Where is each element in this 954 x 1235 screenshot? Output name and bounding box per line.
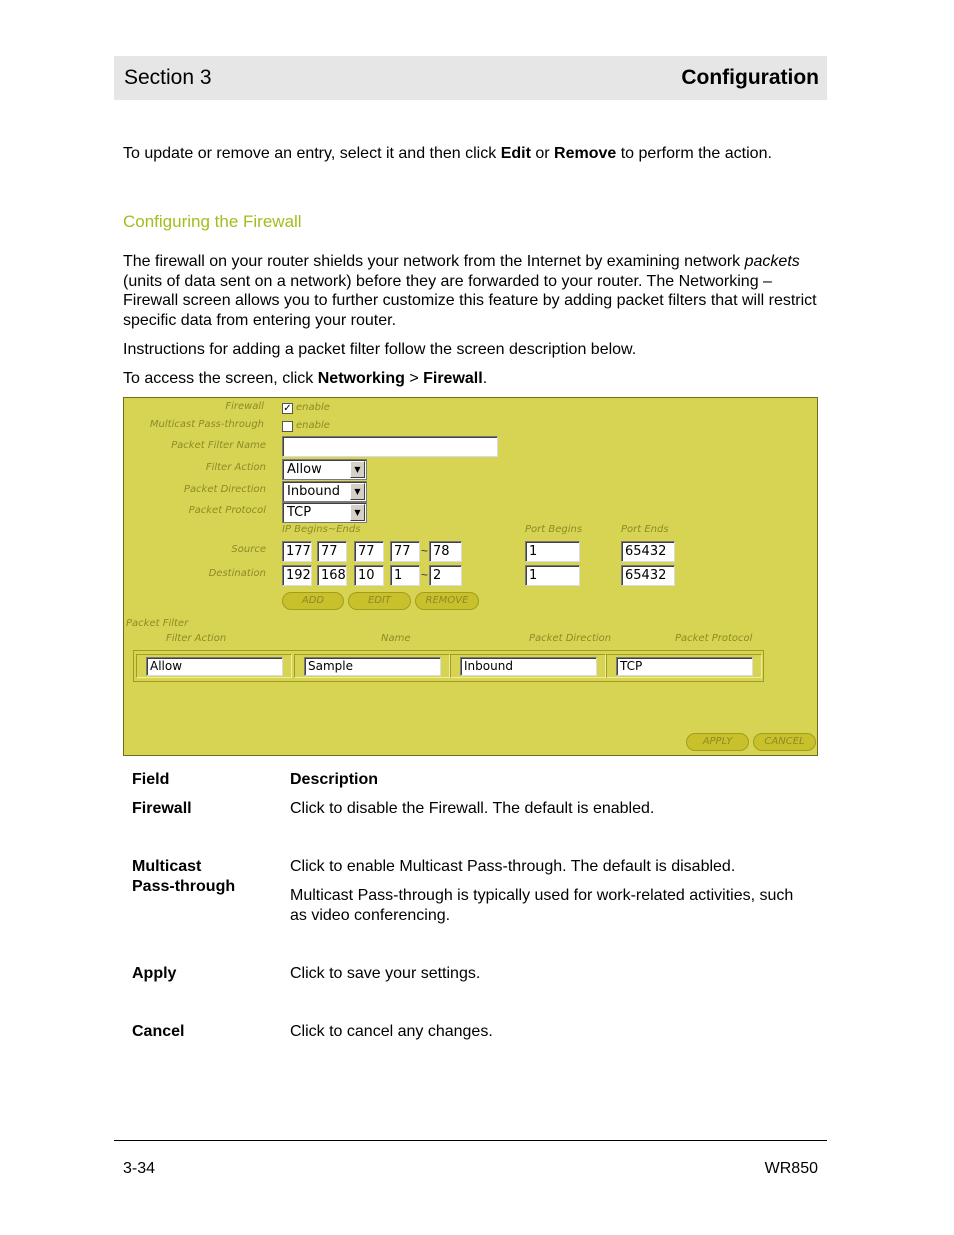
dest-ip-octet-2[interactable]: 168: [317, 565, 347, 586]
multicast-enable-label: enable: [296, 420, 330, 431]
table-field: Multicast Pass-through: [132, 858, 236, 895]
table-description: Click to cancel any changes.: [290, 1023, 493, 1040]
list-item[interactable]: [606, 654, 762, 678]
section-number: Section 3: [124, 66, 212, 89]
packet-protocol-label: Packet Protocol: [188, 505, 266, 516]
col-packet-protocol: Packet Protocol: [675, 633, 753, 644]
filter-action-label: Filter Action: [205, 462, 266, 473]
port-ends-header: Port Ends: [621, 524, 669, 535]
source-ip-octet-1[interactable]: 177: [282, 541, 312, 562]
list-item[interactable]: [136, 654, 292, 678]
chevron-down-icon[interactable]: ▼: [350, 483, 365, 500]
table-description: Click to enable Multicast Pass-through. The default is disabled.: [290, 858, 736, 875]
chevron-down-icon[interactable]: ▼: [350, 504, 365, 521]
access-paragraph: To access the screen, click Networking > Firewall.: [123, 370, 488, 387]
packet-filter-list-title: Packet Filter: [126, 618, 189, 629]
col-name: Name: [381, 633, 411, 644]
firewall-checkbox[interactable]: ✓: [283, 403, 292, 414]
chevron-down-icon[interactable]: ▼: [350, 461, 365, 478]
ip-range-header: IP Begins~Ends: [282, 524, 361, 535]
table-description: Click to disable the Firewall. The default is enabled.: [290, 800, 655, 817]
destination-label: Destination: [208, 568, 266, 579]
dest-port-begin[interactable]: 1: [525, 565, 580, 586]
filter-name-input[interactable]: [282, 436, 498, 457]
section-heading: Configuring the Firewall: [123, 212, 302, 231]
source-ip-octet-4[interactable]: 77: [390, 541, 420, 562]
page-number: 3-34: [123, 1160, 156, 1177]
source-port-end[interactable]: 65432: [621, 541, 675, 562]
table-field: Cancel: [132, 1023, 185, 1040]
instructions-paragraph: Instructions for adding a packet filter follow the screen description below.: [123, 341, 637, 358]
packet-protocol-select[interactable]: TCP ▼: [282, 502, 367, 523]
list-item[interactable]: [294, 654, 450, 678]
list-item[interactable]: [450, 654, 606, 678]
filter-action-select[interactable]: Allow ▼: [282, 459, 367, 480]
dest-port-end[interactable]: 65432: [621, 565, 675, 586]
col-filter-action: Filter Action: [166, 633, 227, 644]
remove-button[interactable]: REMOVE: [415, 592, 479, 610]
dest-ip-octet-4[interactable]: 1: [390, 565, 420, 586]
filter-name-label: Packet Filter Name: [171, 440, 266, 451]
source-ip-octet-2[interactable]: 77: [317, 541, 347, 562]
source-ip-octet-3[interactable]: 77: [354, 541, 384, 562]
table-head-description: Description: [290, 771, 379, 788]
port-begins-header: Port Begins: [525, 524, 583, 535]
footer-divider: [114, 1140, 827, 1141]
firewall-label: Firewall: [225, 401, 264, 412]
range-separator: ~: [421, 544, 429, 558]
table-head-field: Field: [132, 771, 170, 788]
table-description: Multicast Pass-through is typically used for work-related activities, such as video conferencing.: [290, 887, 794, 924]
row-filter-action[interactable]: Allow: [146, 657, 283, 676]
source-port-begin[interactable]: 1: [525, 541, 580, 562]
source-label: Source: [231, 544, 266, 555]
firewall-paragraph: The firewall on your router shields your network from the Internet by examining network packets (units of data sent on a network) before they are forwarded to your router. The Networking – Firewall screen allows you to further customize this feature by adding packet filters that will restrict specific data from entering your router.: [123, 253, 817, 330]
edit-button[interactable]: EDIT: [348, 592, 411, 610]
table-field: Apply: [132, 965, 177, 982]
firewall-enable-label: enable: [296, 402, 330, 413]
table-field: Firewall: [132, 800, 192, 817]
range-separator: ~: [421, 568, 429, 582]
cancel-button[interactable]: CANCEL: [753, 733, 816, 751]
multicast-checkbox[interactable]: [282, 421, 293, 432]
row-packet-protocol[interactable]: TCP: [616, 657, 753, 676]
add-button[interactable]: ADD: [282, 592, 344, 610]
dest-ip-octet-1[interactable]: 192: [282, 565, 312, 586]
packet-filter-list: [133, 650, 764, 682]
firewall-screen: [123, 397, 818, 756]
intro-paragraph: To update or remove an entry, select it and then click Edit or Remove to perform the action.: [123, 145, 772, 162]
col-packet-direction: Packet Direction: [529, 633, 612, 644]
section-header: [114, 56, 827, 100]
row-packet-direction[interactable]: Inbound: [460, 657, 597, 676]
multicast-label: Multicast Pass-through: [149, 419, 264, 430]
row-name[interactable]: Sample: [304, 657, 441, 676]
packet-direction-select[interactable]: Inbound ▼: [282, 481, 367, 502]
product-model: WR850: [764, 1160, 818, 1177]
packet-direction-label: Packet Direction: [183, 484, 266, 495]
section-title: Configuration: [681, 66, 819, 89]
dest-ip-end[interactable]: 2: [429, 565, 462, 586]
table-description: Click to save your settings.: [290, 965, 481, 982]
dest-ip-octet-3[interactable]: 10: [354, 565, 384, 586]
source-ip-end[interactable]: 78: [429, 541, 462, 562]
apply-button[interactable]: APPLY: [686, 733, 749, 751]
